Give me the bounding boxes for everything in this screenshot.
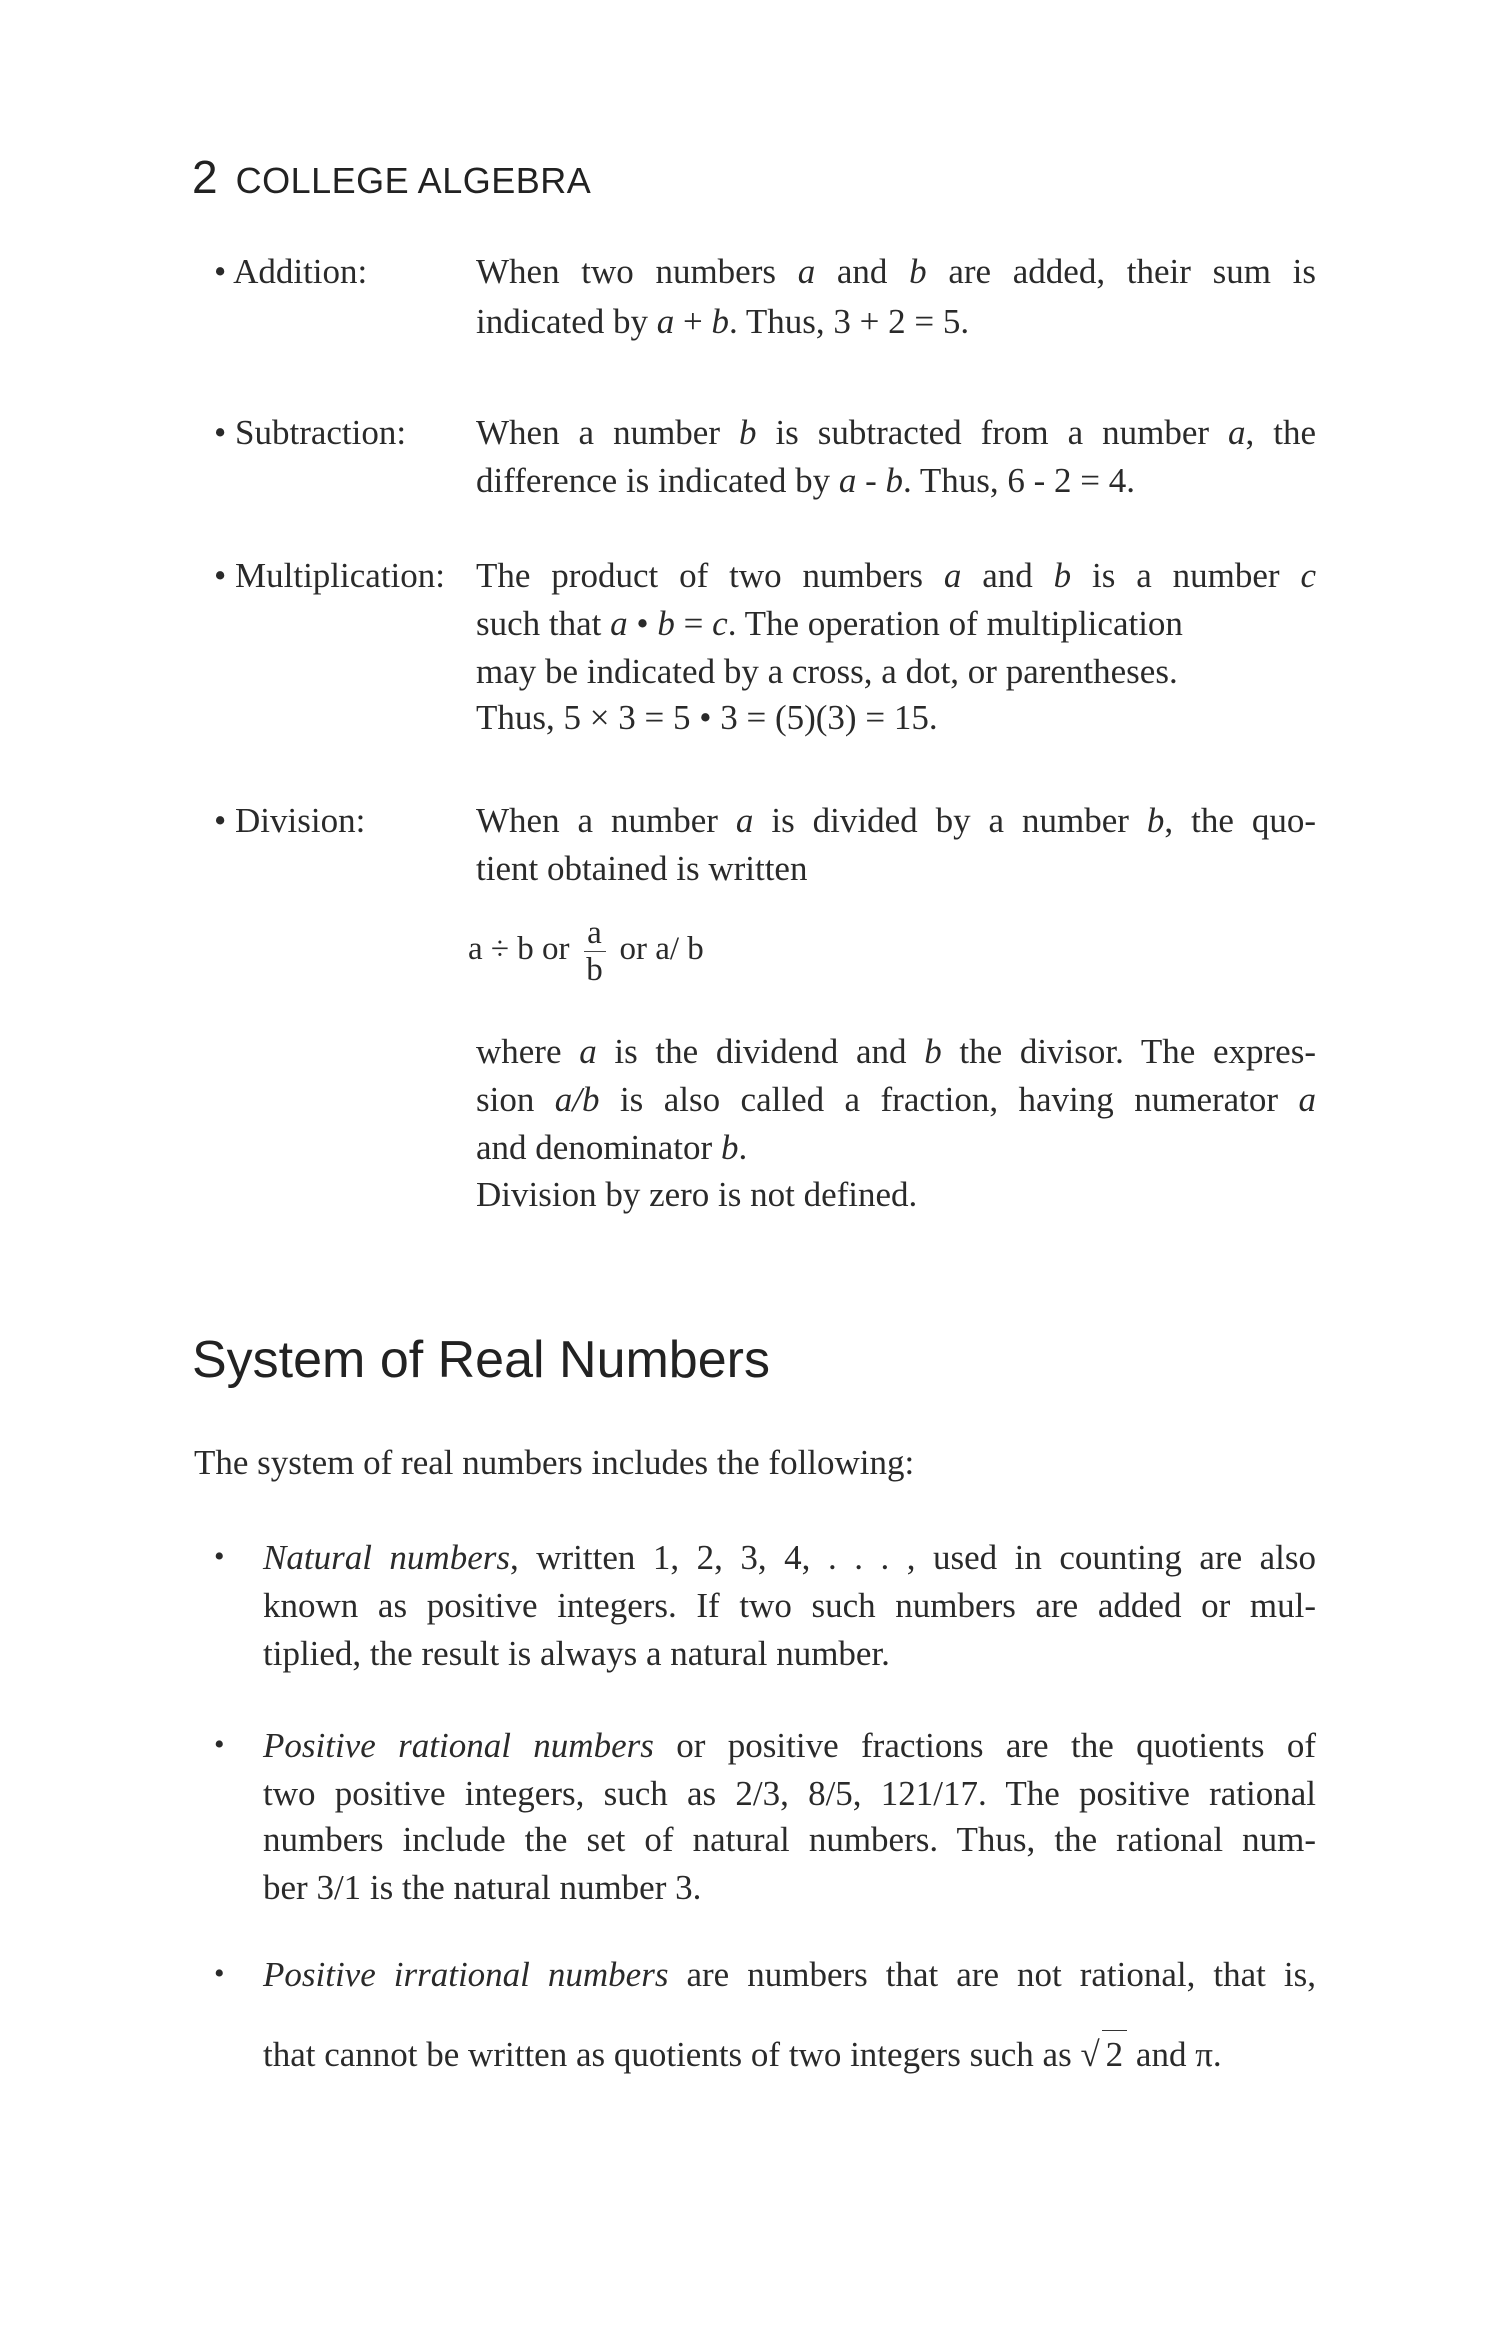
italic-term: a/b bbox=[554, 1080, 600, 1119]
text-segment: . bbox=[738, 1128, 748, 1167]
italic-term: Positive rational numbers bbox=[263, 1726, 654, 1765]
italic-term: a bbox=[579, 1032, 597, 1071]
text-segment: , the bbox=[1245, 413, 1317, 452]
fraction-denominator: b bbox=[586, 952, 603, 988]
definition-line bbox=[476, 298, 969, 346]
italic-term: b bbox=[1146, 801, 1165, 840]
text-segment: is also called a fraction, having numerator bbox=[599, 1080, 1299, 1119]
text-segment: and π. bbox=[1127, 2035, 1222, 2074]
list-item-line bbox=[263, 1582, 1316, 1630]
italic-term: b bbox=[720, 1128, 739, 1167]
italic-term: b bbox=[1053, 556, 1072, 595]
definition-line bbox=[476, 1028, 1316, 1076]
italic-term: b bbox=[657, 604, 675, 643]
text-segment: known as positive integers. If two such numbers are added or mul- bbox=[263, 1586, 1316, 1625]
italic-term: Natural numbers bbox=[263, 1538, 510, 1577]
fraction bbox=[584, 915, 606, 988]
italic-term: a bbox=[735, 801, 754, 840]
italic-term: a bbox=[1228, 413, 1246, 452]
list-item-line bbox=[263, 1630, 890, 1678]
text-segment: and bbox=[961, 556, 1054, 595]
definition-line bbox=[476, 797, 1316, 845]
text-segment: . The operation of multiplication bbox=[727, 604, 1183, 643]
text-segment: that cannot be written as quotients of two integers such as bbox=[263, 2035, 1081, 2074]
text-segment: √ bbox=[1080, 2035, 1100, 2074]
running-header bbox=[192, 150, 591, 204]
text-segment: • bbox=[627, 604, 658, 643]
definition-line bbox=[476, 457, 1135, 505]
italic-term: c bbox=[1300, 556, 1316, 595]
text-segment: is the dividend and bbox=[596, 1032, 925, 1071]
subtraction-label: • Subtraction: bbox=[214, 413, 407, 452]
bullet-icon: • bbox=[214, 1957, 225, 1990]
italic-term: Positive irrational numbers bbox=[263, 1955, 669, 1994]
text-segment: Division by zero is not defined. bbox=[476, 1175, 918, 1214]
text-segment: , the quo- bbox=[1164, 801, 1316, 840]
formula-suffix: or a/ b bbox=[619, 931, 704, 968]
list-item-line bbox=[263, 1770, 1316, 1818]
page-number: 2 bbox=[192, 151, 218, 203]
text-segment: is a number bbox=[1071, 556, 1301, 595]
text-segment: . Thus, 6 - 2 = 4. bbox=[902, 461, 1135, 500]
definition-line bbox=[476, 648, 1178, 696]
italic-term: b bbox=[924, 1032, 942, 1071]
italic-term: a bbox=[943, 556, 962, 595]
section-heading: System of Real Numbers bbox=[192, 1331, 770, 1389]
italic-term: a bbox=[1298, 1080, 1316, 1119]
text-segment: = bbox=[674, 604, 713, 643]
text-segment: indicated by bbox=[476, 302, 657, 341]
italic-term: c bbox=[712, 604, 728, 643]
text-segment: difference is indicated by bbox=[476, 461, 839, 500]
italic-term: b bbox=[738, 413, 757, 452]
definition-line bbox=[476, 248, 1316, 296]
text-segment: , written 1, 2, 3, 4, . . . , used in counting are also bbox=[509, 1538, 1316, 1577]
text-segment: are numbers that are not rational, that is, bbox=[668, 1955, 1316, 1994]
running-title: COLLEGE ALGEBRA bbox=[235, 160, 592, 201]
definition-line bbox=[476, 409, 1316, 457]
definition-line bbox=[476, 552, 1316, 600]
text-segment: or positive fractions are the quotients of bbox=[653, 1726, 1316, 1765]
definition-line bbox=[476, 694, 938, 742]
list-item-line bbox=[263, 1864, 701, 1912]
text-segment: and denominator bbox=[476, 1128, 721, 1167]
list-item-line bbox=[263, 1722, 1316, 1770]
italic-term: b bbox=[885, 461, 903, 500]
italic-term: a bbox=[656, 302, 675, 341]
division-label: • Division: bbox=[214, 801, 366, 840]
text-segment: Thus, 5 × 3 = 5 • 3 = (5)(3) = 15. bbox=[476, 698, 938, 737]
text-segment: ber 3/1 is the natural number 3. bbox=[263, 1868, 702, 1907]
text-segment: is divided by a number bbox=[753, 801, 1147, 840]
text-segment: . Thus, 3 + 2 = 5. bbox=[729, 302, 970, 341]
list-item-line bbox=[263, 1951, 1316, 1999]
italic-term: b bbox=[711, 302, 730, 341]
text-segment: When a number bbox=[476, 413, 739, 452]
text-segment: + bbox=[674, 302, 712, 341]
text-segment: tiplied, the result is always a natural number. bbox=[263, 1634, 890, 1673]
division-formula bbox=[468, 915, 704, 988]
text-segment: numbers include the set of natural numbers. Thus, the rational num- bbox=[263, 1820, 1316, 1859]
fraction-numerator: a bbox=[587, 915, 602, 951]
addition-label: • Addition: bbox=[214, 252, 368, 291]
text-segment: and bbox=[815, 252, 910, 291]
section-intro: The system of real numbers includes the following: bbox=[194, 1443, 915, 1482]
italic-term: a bbox=[797, 252, 816, 291]
list-item-line bbox=[263, 1816, 1316, 1864]
text-segment: the divisor. The expres- bbox=[941, 1032, 1316, 1071]
text-segment: may be indicated by a cross, a dot, or parentheses. bbox=[476, 652, 1178, 691]
radicand: 2 bbox=[1102, 2030, 1128, 2079]
italic-term: a bbox=[838, 461, 857, 500]
text-segment: - bbox=[856, 461, 886, 500]
multiplication-label: • Multiplication: bbox=[214, 556, 445, 595]
list-item-line bbox=[263, 1534, 1316, 1582]
formula-prefix: a ÷ b or bbox=[468, 931, 570, 968]
definition-line bbox=[476, 845, 807, 893]
text-segment: tient obtained is written bbox=[476, 849, 808, 888]
text-segment: such that bbox=[476, 604, 611, 643]
text-segment: two positive integers, such as 2/3, 8/5, 121/17. The positive rational bbox=[263, 1774, 1316, 1813]
text-segment: sion bbox=[476, 1080, 555, 1119]
bullet-icon: • bbox=[214, 1540, 225, 1573]
definition-line bbox=[476, 1124, 747, 1172]
list-item-line bbox=[263, 2030, 1222, 2079]
italic-term: b bbox=[909, 252, 927, 291]
italic-term: a bbox=[610, 604, 628, 643]
text-segment: When two numbers bbox=[476, 252, 798, 291]
bullet-icon: • bbox=[214, 1728, 225, 1761]
text-segment: are added, their sum is bbox=[926, 252, 1316, 291]
text-segment: When a number bbox=[476, 801, 736, 840]
text-segment: is subtracted from a number bbox=[756, 413, 1229, 452]
definition-line bbox=[476, 1171, 917, 1219]
text-segment: where bbox=[476, 1032, 580, 1071]
definition-line bbox=[476, 600, 1183, 648]
text-segment: The product of two numbers bbox=[476, 556, 944, 595]
definition-line bbox=[476, 1076, 1316, 1124]
